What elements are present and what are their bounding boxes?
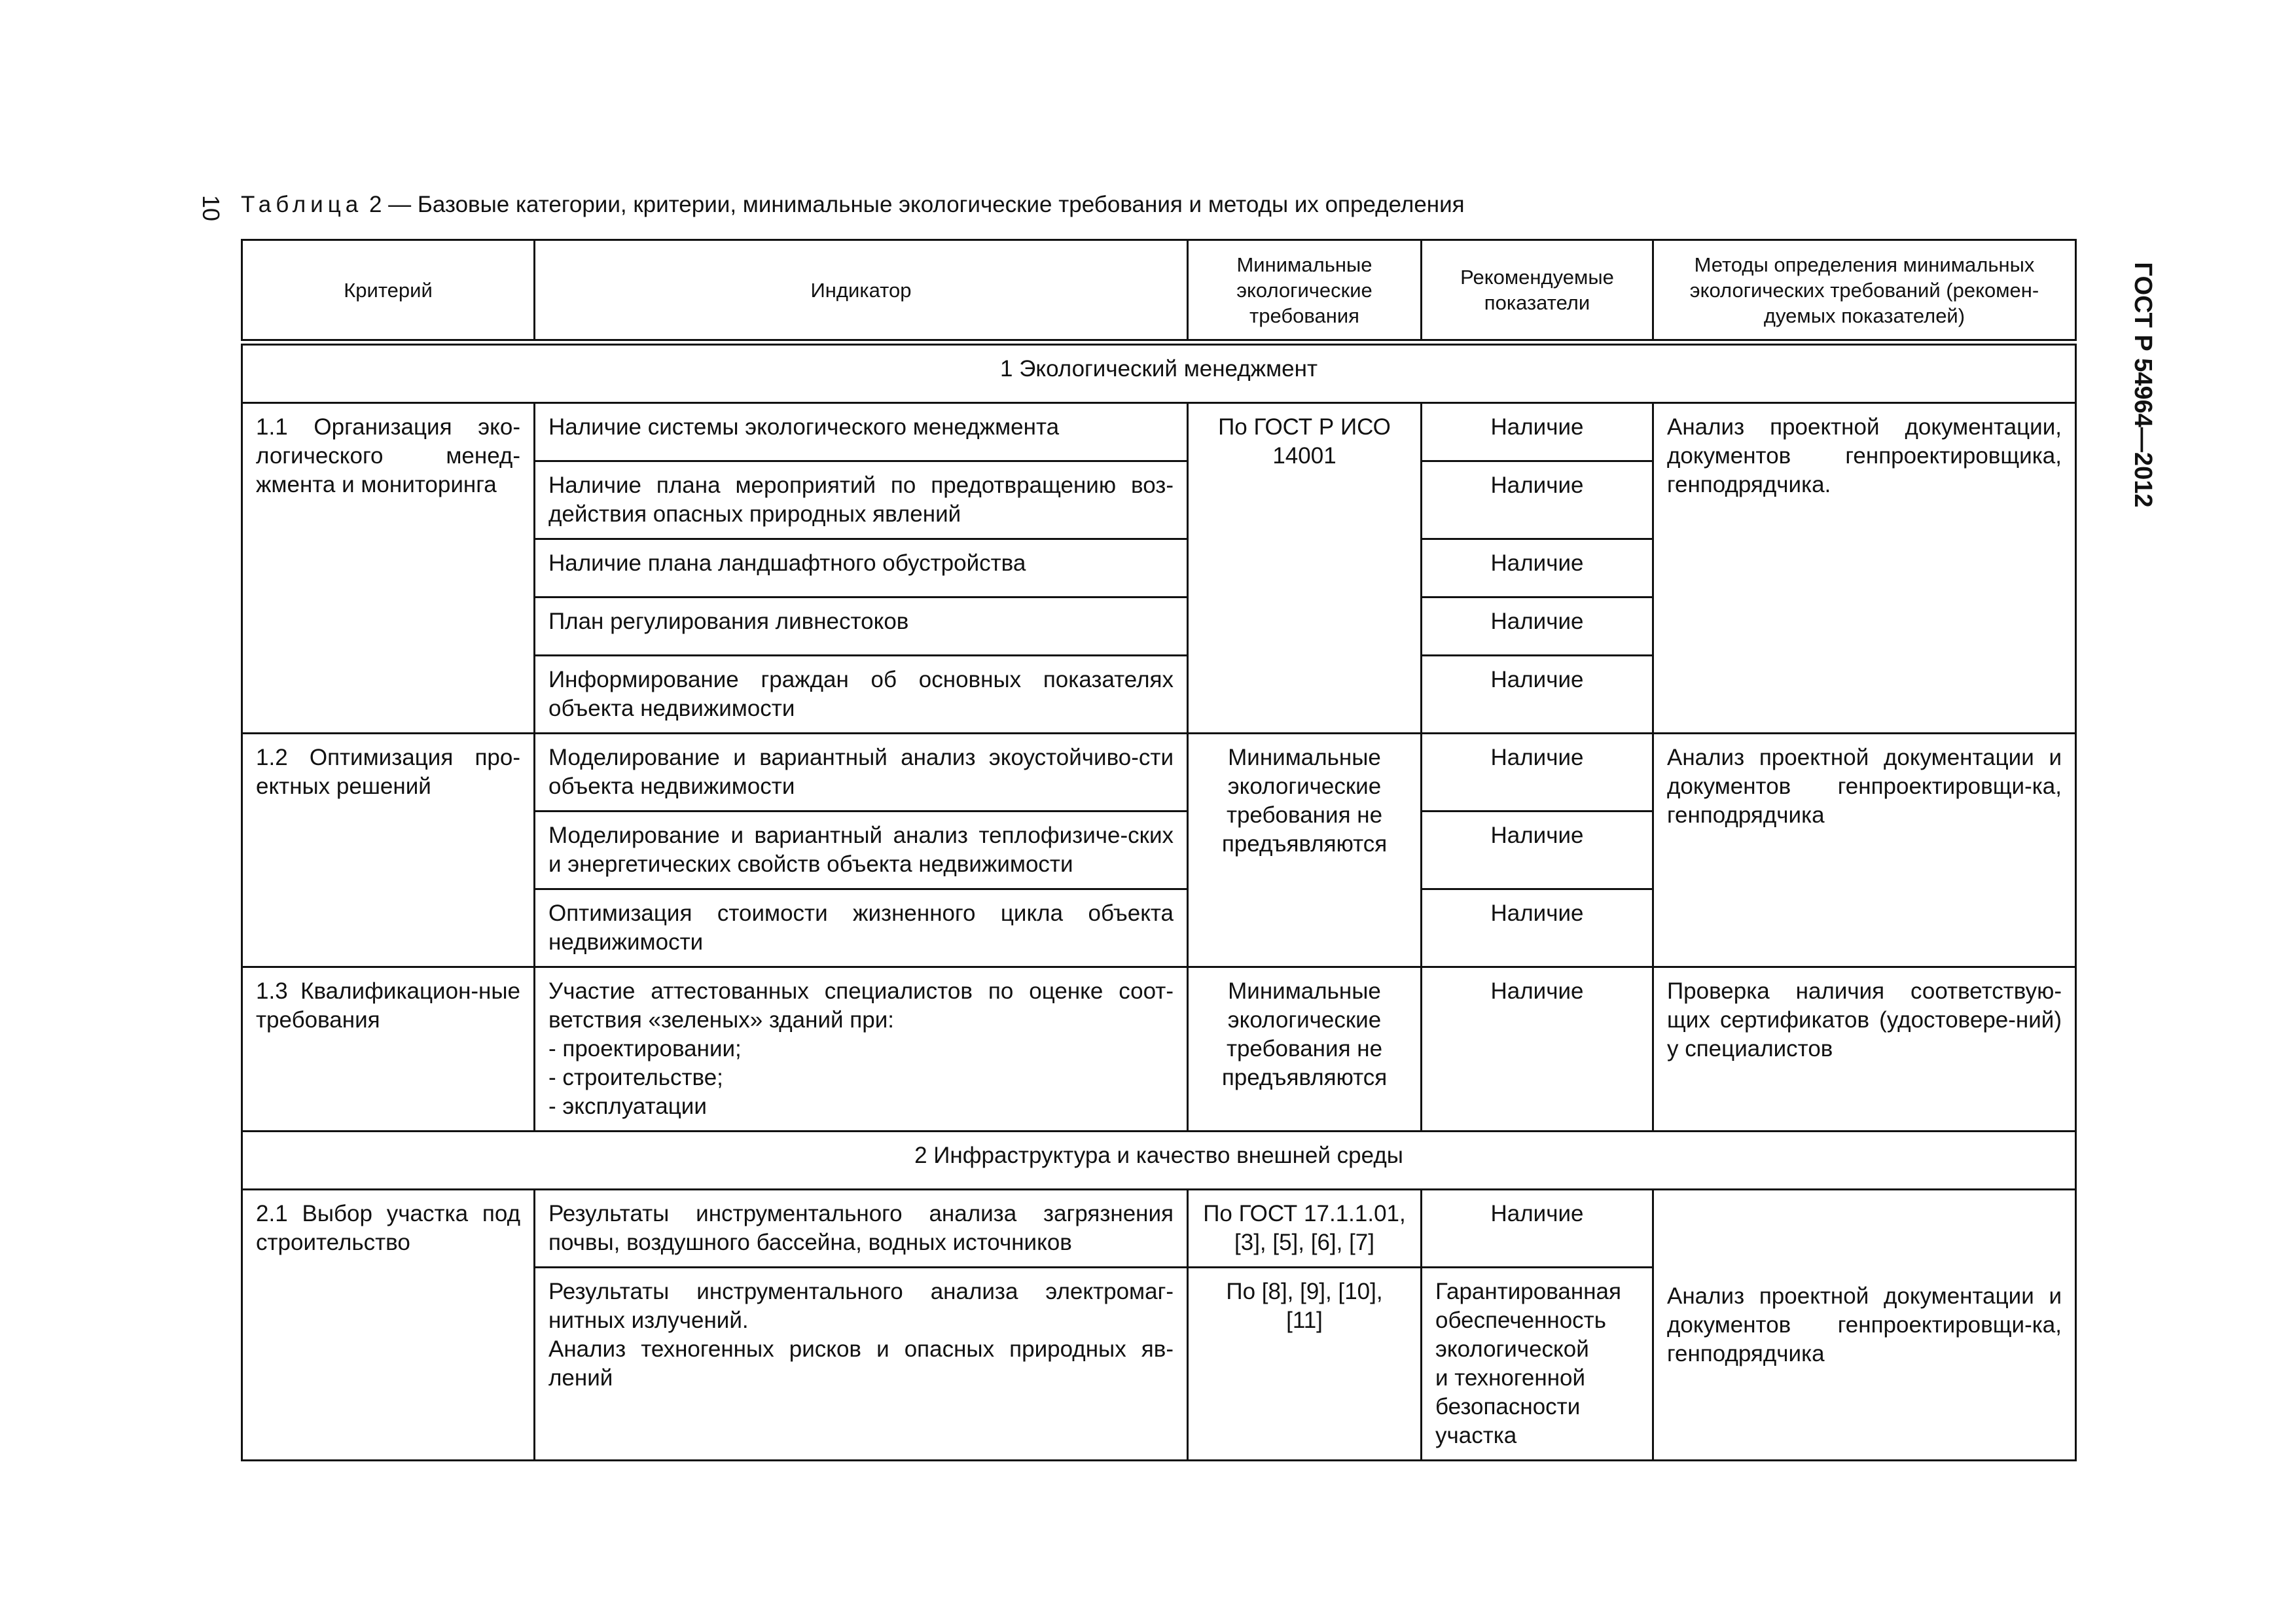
method-cell: Анализ проектной документации, документов генпроектировщика, генподрядчика. (1653, 403, 2076, 734)
recommended-cell: Наличие (1422, 656, 1653, 734)
requirement-cell: Минимальные экологические требования не предъявляются (1188, 734, 1422, 967)
recommended-cell: Наличие (1422, 403, 1653, 461)
indicator-cell: Наличие системы экологического менеджмента (535, 403, 1188, 461)
requirement-cell: По [8], [9], [10], [11] (1188, 1268, 1422, 1461)
section-row (242, 342, 2076, 403)
requirement-cell: По ГОСТ 17.1.1.01, [3], [5], [6], [7] (1188, 1190, 1422, 1268)
table-header-row (242, 240, 2076, 343)
table-row (242, 967, 2076, 1132)
indicator-cell: План регулирования ливнестоков (535, 597, 1188, 656)
caption-label: Таблица (241, 192, 363, 217)
table-row (242, 734, 2076, 812)
table-row (242, 403, 2076, 461)
criterion-cell: 1.3 Квалификацион-ные требования (242, 967, 535, 1132)
criterion-cell: 1.1 Организация эко-логического менед-жмента и мониторинга (242, 403, 535, 734)
header-recommended: Рекомендуемые показатели (1422, 240, 1653, 343)
indicator-cell: Участие аттестованных специалистов по оценке соот-ветствия «зеленых» зданий при: - проектировании; - строительстве; - эксплуатации (535, 967, 1188, 1132)
criteria-table (241, 239, 2077, 1461)
indicator-cell: Оптимизация стоимости жизненного цикла объекта недвижимости (535, 889, 1188, 967)
header-min-requirements: Минимальные экологические требования (1188, 240, 1422, 343)
recommended-cell: Гарантированная обеспеченность экологической и техногенной безопасности участка (1422, 1268, 1653, 1461)
caption-text: 2 — Базовые категории, критерии, минимальные экологические требования и методы их определения (363, 192, 1465, 217)
recommended-cell: Наличие (1422, 734, 1653, 812)
section-title: 1 Экологический менеджмент (242, 342, 2076, 403)
recommended-cell: Наличие (1422, 889, 1653, 967)
table-row (242, 1190, 2076, 1268)
method-cell: Проверка наличия соответствую-щих сертификатов (удостовере-ний) у специалистов (1653, 967, 2076, 1132)
recommended-cell: Наличие (1422, 1190, 1653, 1268)
document-code: ГОСТ Р 54964—2012 (2129, 262, 2157, 508)
criterion-cell: 1.2 Оптимизация про-ектных решений (242, 734, 535, 967)
header-methods: Методы определения минимальных экологических требований (рекомен-дуемых показателей) (1653, 240, 2076, 343)
method-cell: Анализ проектной документации и документов генпроектировщи-ка, генподрядчика (1653, 1190, 2076, 1461)
recommended-cell: Наличие (1422, 461, 1653, 539)
indicator-cell: Наличие плана ландшафтного обустройства (535, 539, 1188, 597)
indicator-cell: Результаты инструментального анализа электромаг-нитных излучений. Анализ техногенных рисков и опасных природных яв-лений (535, 1268, 1188, 1461)
page-number: 10 (198, 195, 224, 222)
indicator-cell: Информирование граждан об основных показателях объекта недвижимости (535, 656, 1188, 734)
indicator-cell: Моделирование и вариантный анализ теплофизиче-ских и энергетических свойств объекта недвижимости (535, 812, 1188, 889)
indicator-cell: Моделирование и вариантный анализ экоустойчиво-сти объекта недвижимости (535, 734, 1188, 812)
table-caption (241, 188, 1465, 221)
header-indicator: Индикатор (535, 240, 1188, 343)
recommended-cell: Наличие (1422, 967, 1653, 1132)
method-cell: Анализ проектной документации и документов генпроектировщи-ка, генподрядчика (1653, 734, 2076, 967)
recommended-cell: Наличие (1422, 597, 1653, 656)
indicator-cell: Наличие плана мероприятий по предотвращению воз-действия опасных природных явлений (535, 461, 1188, 539)
recommended-cell: Наличие (1422, 812, 1653, 889)
requirement-cell: По ГОСТ Р ИСО 14001 (1188, 403, 1422, 734)
section-row (242, 1132, 2076, 1190)
recommended-cell: Наличие (1422, 539, 1653, 597)
requirement-cell: Минимальные экологические требования не предъявляются (1188, 967, 1422, 1132)
section-title: 2 Инфраструктура и качество внешней среды (242, 1132, 2076, 1190)
header-criterion: Критерий (242, 240, 535, 343)
criterion-cell: 2.1 Выбор участка под строительство (242, 1190, 535, 1461)
indicator-cell: Результаты инструментального анализа загрязнения почвы, воздушного бассейна, водных источников (535, 1190, 1188, 1268)
